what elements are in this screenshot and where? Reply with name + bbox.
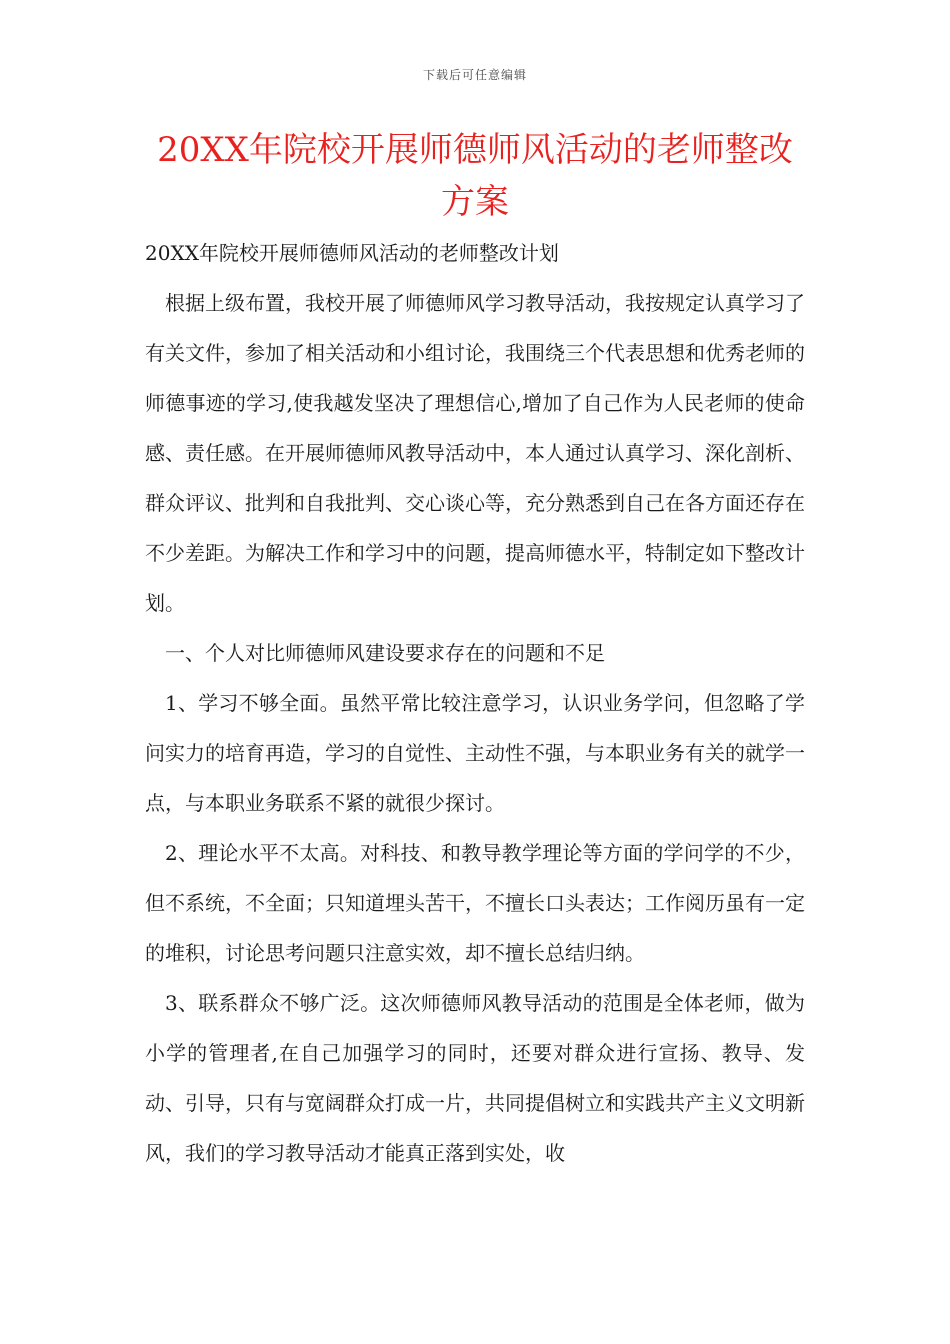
header-note: 下载后可任意编辑 (422, 68, 527, 82)
document-subtitle: 20XX年院校开展师德师风活动的老师整改计划 (145, 241, 559, 265)
paragraph-intro: 根据上级布置，我校开展了师德师风学习教导活动，我按规定认真学习了有关文件，参加了相关活动和小组讨论，我围绕三个代表思想和优秀老师的师德事迹的学习,使我越发坚决了理想信心,增加了自己作为人民老师的使命感、责任感。在开展师德师风教导活动中，本人通过认真学习、深化剖析、群众评议、批判和自我批判、交心谈心等，充分熟悉到自己在各方面还存在不少差距。为解决工作和学习中的问题，提高师德水平，特制定如下整改计划。 (145, 291, 805, 615)
paragraph-item-1: 1、学习不够全面。虽然平常比较注意学习，认识业务学问，但忽略了学问实力的培育再造，学习的自觉性、主动性不强，与本职业务有关的就学一点，与本职业务联系不紧的就很少探讨。 (145, 691, 805, 815)
paragraph-item-2: 2、理论水平不太高。对科技、和教导教学理论等方面的学问学的不少，但不系统，不全面；只知道埋头苦干，不擅长口头表达；工作阅历虽有一定的堆积，讨论思考问题只注意实效，却不擅长总结归纳。 (145, 841, 805, 965)
section-heading: 一、个人对比师德师风建设要求存在的问题和不足 (165, 641, 605, 665)
document-body (145, 228, 805, 1178)
document-title: 20XX年院校开展师德师风活动的老师整改方案 (157, 130, 793, 222)
paragraph-item-3: 3、联系群众不够广泛。这次师德师风教导活动的范围是全体老师，做为小学的管理者,在自己加强学习的同时，还要对群众进行宣扬、教导、发动、引导，只有与宽阔群众打成一片，共同提倡树立和实践共产主义文明新风，我们的学习教导活动才能真正落到实处，收 (145, 991, 805, 1165)
